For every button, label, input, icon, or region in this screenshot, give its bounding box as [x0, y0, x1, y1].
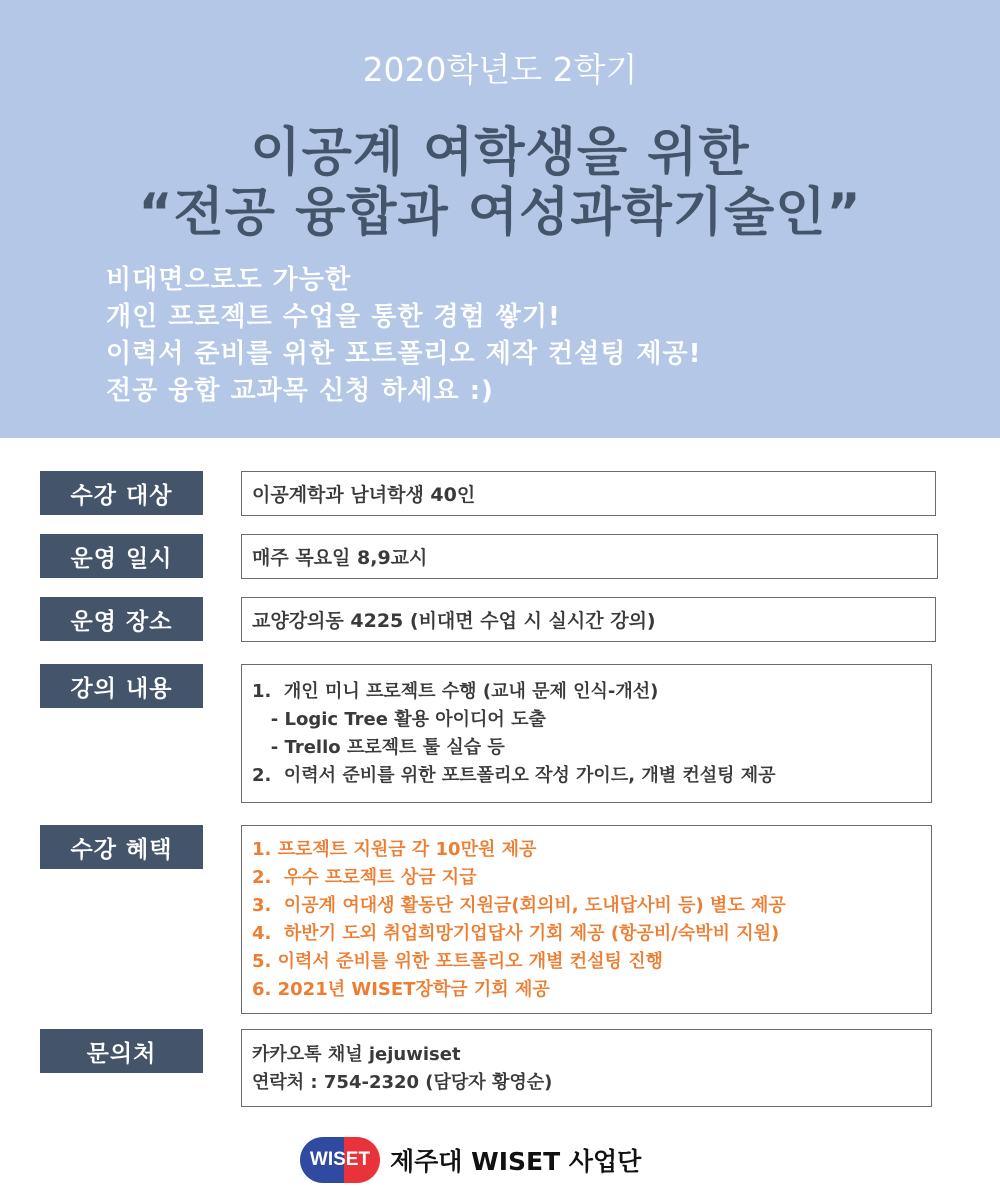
tagline: 이력서 준비를 위한 포트폴리오 제작 컨설팅 제공! — [106, 339, 702, 369]
title-line-2: “전공 융합과 여성과학기술인” — [138, 183, 862, 243]
schedule-box — [241, 534, 938, 579]
tagline: 비대면으로도 가능한 — [106, 265, 352, 295]
hero-banner — [0, 0, 1000, 438]
contact-line: 연락처 : 754-2320 (담당자 황영순) — [252, 1072, 553, 1093]
semester-label: 2020학년도 2학기 — [362, 50, 638, 89]
target-box — [241, 471, 936, 516]
benefits-label: 수강 혜택 — [40, 825, 203, 869]
tagline-list — [106, 262, 702, 410]
contact-line: 카카오톡 채널 jejuwiset — [252, 1044, 461, 1065]
content-line: 1. 개인 미니 프로젝트 수행 (교내 문제 인식-개선) — [252, 681, 659, 702]
location-label: 운영 장소 — [40, 597, 203, 641]
content-label: 강의 내용 — [40, 664, 203, 708]
target-value: 이공계학과 남녀학생 40인 — [252, 484, 476, 506]
benefits-box — [241, 825, 932, 1014]
tagline: 개인 프로젝트 수업을 통한 경험 쌓기! — [106, 302, 561, 332]
content-line: - Logic Tree 활용 아이디어 도출 — [252, 709, 546, 730]
schedule-value: 매주 목요일 8,9교시 — [252, 547, 428, 569]
tagline: 전공 융합 교과목 신청 하세요 :) — [106, 376, 494, 406]
org-name: 제주대 WISET 사업단 — [390, 1147, 642, 1176]
target-label: 수강 대상 — [40, 471, 203, 515]
contact-box — [241, 1029, 932, 1107]
wiset-logo — [300, 1137, 380, 1183]
location-value: 교양강의동 4225 (비대면 수업 시 실시간 강의) — [252, 610, 656, 632]
location-box — [241, 597, 936, 642]
benefit-line: 4. 하반기 도외 취업희망기업답사 기회 제공 (항공비/숙박비 지원) — [252, 923, 780, 944]
content-line: - Trello 프로젝트 툴 실습 등 — [252, 737, 505, 758]
content-line: 2. 이력서 준비를 위한 포트폴리오 작성 가이드, 개별 컨설팅 제공 — [252, 765, 776, 786]
benefit-line: 3. 이공계 여대생 활동단 지원금(회의비, 도내답사비 등) 별도 제공 — [252, 895, 786, 916]
footer — [300, 1136, 641, 1184]
contact-label: 문의처 — [40, 1029, 203, 1073]
benefit-line: 1. 프로젝트 지원금 각 10만원 제공 — [252, 839, 537, 860]
benefit-line: 5. 이력서 준비를 위한 포트폴리오 개별 컨설팅 진행 — [252, 951, 663, 972]
content-box — [241, 664, 932, 803]
benefit-line: 2. 우수 프로젝트 상금 지급 — [252, 867, 477, 888]
title-line-1: 이공계 여학생을 위한 — [250, 123, 750, 183]
logo-text: WISET — [309, 1149, 371, 1170]
schedule-label: 운영 일시 — [40, 534, 203, 578]
benefit-line: 6. 2021년 WISET장학금 기회 제공 — [252, 979, 550, 1000]
